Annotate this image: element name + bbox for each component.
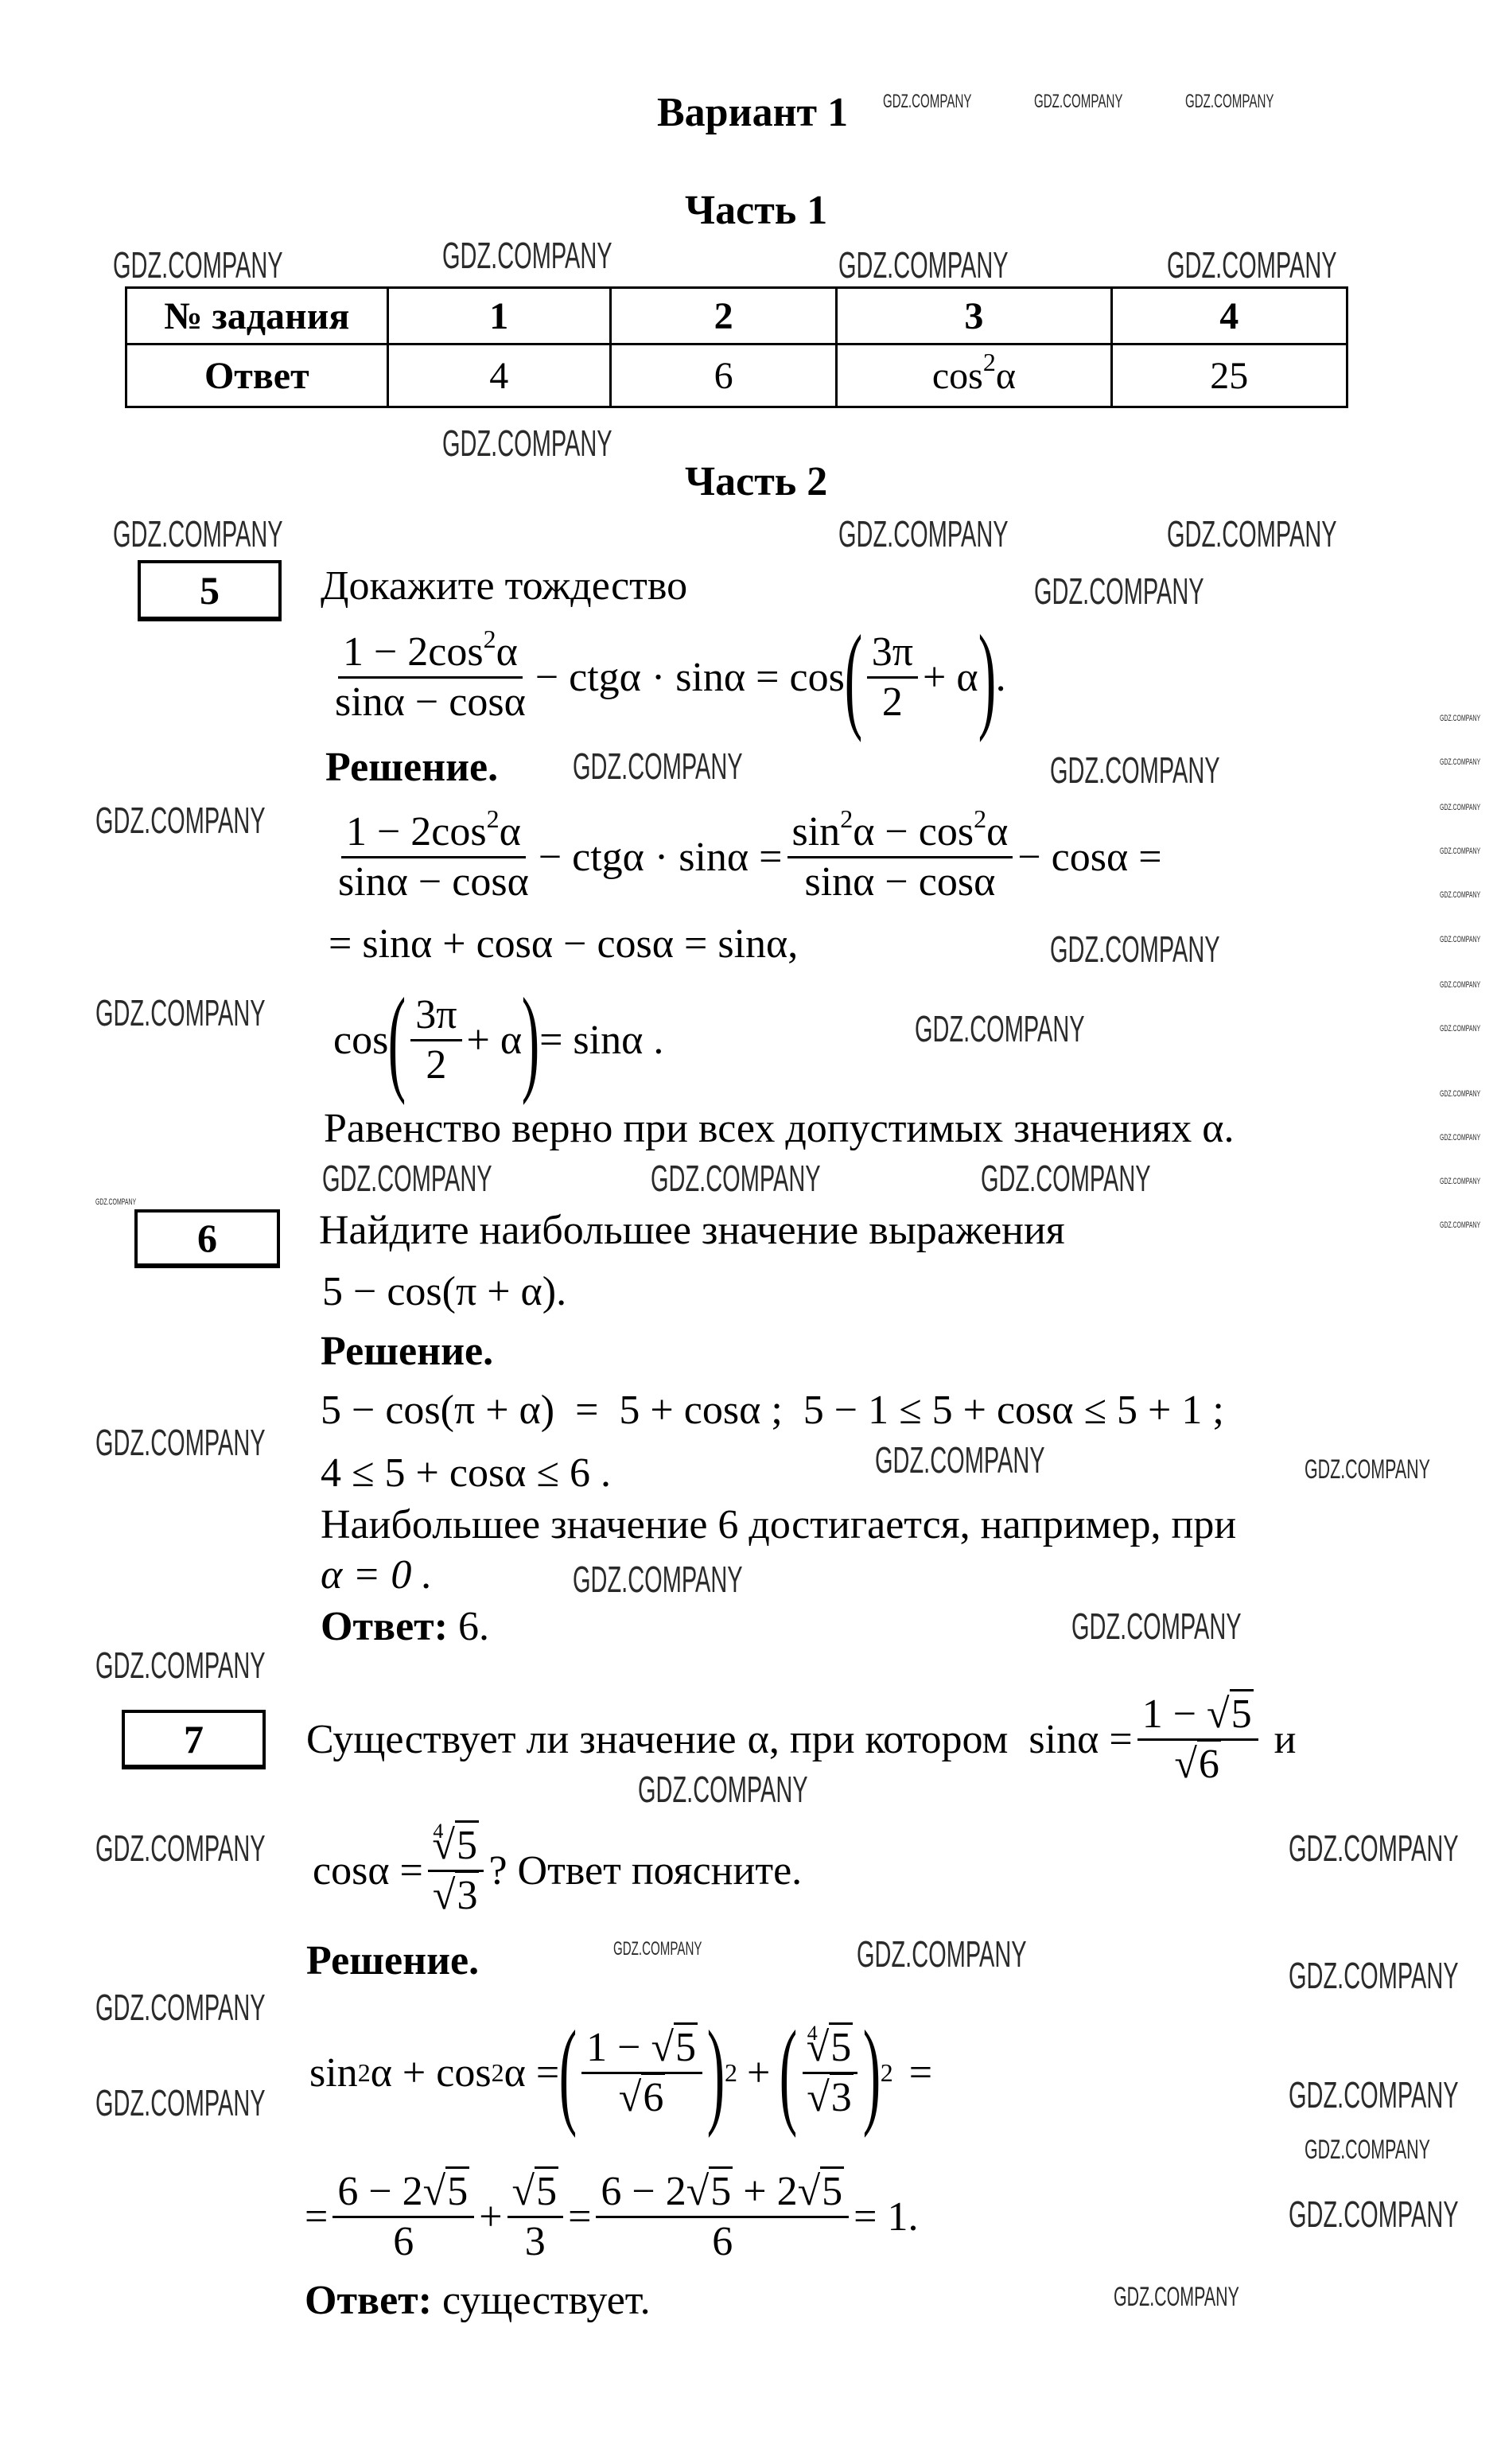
numerator (596, 2168, 849, 2218)
denominator (1169, 1741, 1226, 1789)
solution-formula (305, 2153, 918, 2280)
watermark: GDZ.COMPANY (838, 244, 1009, 286)
math-text: α (986, 808, 1009, 854)
left-paren-icon: ( (780, 2007, 798, 2139)
solution-label: Решение. (325, 745, 499, 790)
radicand: 5 (674, 2022, 698, 2070)
radicand: 3 (830, 2073, 854, 2120)
solution-line: 5 − cos(π + α) = 5 + cosα ; 5 − 1 ≤ 5 + cosα ≤ 5 + 1 ; (321, 1388, 1224, 1433)
conclusion-text: Равенство верно при всех допустимых значениях (324, 1106, 1192, 1151)
solution-line: 4 ≤ 5 + cosα ≤ 6 . (321, 1450, 611, 1496)
denominator: sinα − cosα (338, 858, 529, 905)
math-text: cosα = (313, 1847, 423, 1894)
watermark: GDZ.COMPANY (1071, 1606, 1242, 1647)
denominator (428, 1872, 484, 1920)
math-text: 6 − 2 (601, 2168, 686, 2214)
part-1-heading: Часть 1 (685, 188, 828, 233)
denominator (614, 2074, 671, 2122)
watermark: GDZ.COMPANY (1440, 1024, 1481, 1033)
denominator: 2 (426, 1041, 447, 1088)
answer-value: существует. (432, 2278, 651, 2323)
math-text: + α (923, 654, 978, 700)
task-number-box: 7 (122, 1710, 266, 1769)
sqrt (1174, 1741, 1221, 1789)
numerator: 3π (867, 629, 918, 679)
fraction (410, 991, 461, 1089)
answers-table (125, 286, 1348, 408)
task-prompt: Найдите наибольшее значение выражения (319, 1208, 1065, 1253)
prompt-text: и (1274, 1716, 1297, 1762)
table-row (126, 344, 1347, 407)
watermark: GDZ.COMPANY (322, 1158, 492, 1199)
exponent: 2 (486, 804, 500, 833)
sqrt (423, 2168, 470, 2216)
watermark: GDZ.COMPANY (1185, 91, 1274, 112)
sqrt (807, 2074, 854, 2122)
watermark: GDZ.COMPANY (1167, 244, 1337, 286)
radicand: 5 (829, 2022, 853, 2070)
watermark: GDZ.COMPANY (875, 1439, 1045, 1481)
conclusion (324, 1105, 1235, 1153)
watermark: GDZ.COMPANY (857, 1933, 1027, 1975)
answer-value: 6. (448, 1604, 490, 1649)
task-expression: 5 − cos(π + α). (322, 1269, 567, 1314)
radicand: 5 (455, 1820, 479, 1868)
math-text: 1 − 2cos (345, 808, 487, 854)
watermark: GDZ.COMPANY (1440, 757, 1481, 767)
fraction (332, 2168, 474, 2266)
watermark: GDZ.COMPANY (638, 1769, 808, 1810)
solution-line: Наибольшее значение 6 достигается, например, при (321, 1502, 1237, 1547)
watermark: GDZ.COMPANY (95, 1987, 266, 2028)
task-number-cell: 2 (610, 288, 836, 344)
math-text: = sinα . (539, 1017, 664, 1063)
watermark: GDZ.COMPANY (573, 745, 743, 787)
solution-line: α = 0 . (321, 1552, 433, 1598)
watermark: GDZ.COMPANY (442, 422, 612, 464)
left-paren-icon: ( (558, 2007, 577, 2139)
fraction (333, 804, 534, 906)
fraction (596, 2168, 849, 2266)
watermark: GDZ.COMPANY (1440, 714, 1481, 723)
fraction (581, 2024, 702, 2122)
task-prompt: Докажите тождество (321, 563, 688, 609)
answer-part: α (995, 354, 1016, 397)
math-text: . (1223, 1106, 1235, 1151)
watermark: GDZ.COMPANY (1050, 749, 1220, 791)
math-text: − ctgα · sinα = (538, 834, 783, 880)
watermark: GDZ.COMPANY (573, 1559, 743, 1600)
fraction (330, 624, 531, 726)
sqrt (1207, 1691, 1254, 1738)
radicand: 6 (1197, 1739, 1221, 1787)
solution-line: = sinα + cosα − cosα = sinα, (329, 921, 799, 967)
solution-label: Решение. (321, 1329, 494, 1374)
part-2-heading: Часть 2 (685, 459, 828, 504)
prompt-text: , при котором sinα = (768, 1716, 1133, 1762)
math-text: α − cos (853, 808, 974, 854)
fraction (802, 2021, 858, 2122)
watermark: GDZ.COMPANY (1034, 91, 1123, 112)
watermark: GDZ.COMPANY (1050, 928, 1220, 970)
radicand: 6 (641, 2073, 665, 2120)
math-text: cos (333, 1017, 389, 1063)
watermark: GDZ.COMPANY (838, 513, 1009, 555)
exponent: 2 (974, 804, 987, 833)
math-text: α (747, 1716, 769, 1762)
watermark: GDZ.COMPANY (613, 1938, 702, 1960)
fraction (428, 1819, 484, 1920)
root-index: 4 (433, 1819, 444, 1843)
watermark: GDZ.COMPANY (1440, 1133, 1481, 1142)
denominator: 2 (881, 679, 903, 725)
fraction (867, 629, 918, 726)
math-text: + α (466, 1017, 523, 1063)
watermark: GDZ.COMPANY (95, 2082, 266, 2123)
task-number-cell: 3 (837, 288, 1111, 344)
math-text: + 2 (733, 2168, 798, 2214)
math-text: − ctgα · sinα = cos (535, 654, 845, 700)
math-text: = (568, 2193, 592, 2240)
watermark: GDZ.COMPANY (1289, 2193, 1459, 2235)
radicand: 5 (709, 2166, 733, 2214)
math-text: α (499, 808, 521, 854)
denominator: 6 (712, 2218, 733, 2264)
left-paren-icon: ( (844, 611, 863, 743)
watermark: GDZ.COMPANY (1167, 513, 1337, 555)
math-text: + (746, 2049, 771, 2096)
math-text: α (496, 629, 518, 675)
task-number-cell: 4 (1111, 288, 1347, 344)
fraction (787, 804, 1013, 906)
radicand: 3 (455, 1870, 479, 1918)
sqrt (512, 2168, 559, 2216)
numerator (803, 2021, 858, 2074)
watermark: GDZ.COMPANY (1440, 1089, 1481, 1099)
math-text: 6 − 2 (337, 2168, 423, 2214)
denominator: sinα − cosα (335, 679, 526, 725)
math-text: 1 − (1141, 1691, 1207, 1737)
math-text: sin (791, 808, 841, 854)
exponent: 2 (483, 624, 496, 653)
task-prompt-cont (313, 1807, 802, 1934)
watermark: GDZ.COMPANY (95, 1828, 266, 1869)
math-text: + (479, 2193, 503, 2240)
watermark: GDZ.COMPANY (1440, 803, 1481, 812)
prompt-text: ? Ответ поясните. (488, 1847, 803, 1894)
watermark: GDZ.COMPANY (651, 1158, 821, 1199)
identity-formula (325, 613, 1006, 741)
math-text: = (305, 2193, 329, 2240)
root (807, 2021, 854, 2072)
root (432, 1819, 479, 1870)
sqrt (798, 2168, 845, 2216)
watermark: GDZ.COMPANY (95, 1422, 266, 1463)
answer-cell: 25 (1111, 344, 1347, 407)
watermark: GDZ.COMPANY (1440, 1220, 1481, 1230)
watermark: GDZ.COMPANY (95, 992, 266, 1033)
watermark: GDZ.COMPANY (883, 91, 972, 112)
sqrt (686, 2168, 733, 2216)
numerator (1137, 1691, 1258, 1741)
right-paren-icon: ) (978, 611, 996, 743)
answer-exponent: 2 (982, 347, 996, 376)
math-text: 1 − (586, 2024, 651, 2070)
solution-formula: sin 2 α + cos 2 α = ( 1 − √ 5 √ 6 ) 2 + ( $^4$√ 5 √ 3 ) 2 = (309, 2009, 932, 2136)
right-paren-icon: ) (706, 2007, 725, 2139)
left-paren-icon: ( (388, 974, 406, 1106)
watermark: GDZ.COMPANY (1034, 570, 1204, 612)
watermark: GDZ.COMPANY (1305, 2135, 1430, 2165)
sqrt (619, 2074, 666, 2122)
task-number-cell: 1 (387, 288, 610, 344)
numerator: 3π (410, 991, 461, 1041)
watermark: GDZ.COMPANY (1440, 935, 1481, 944)
math-text: = 1. (854, 2193, 919, 2240)
watermark: GDZ.COMPANY (95, 800, 266, 841)
task-number-box: 5 (138, 560, 282, 621)
fraction (507, 2168, 564, 2266)
task-number-box: 6 (134, 1209, 280, 1268)
watermark: GDZ.COMPANY (1440, 1177, 1481, 1186)
denominator: 6 (393, 2218, 414, 2264)
denominator: 3 (524, 2218, 546, 2264)
math-text: α = (504, 2049, 560, 2096)
watermark: GDZ.COMPANY (1440, 847, 1481, 856)
watermark: GDZ.COMPANY (1114, 2282, 1239, 2312)
numerator (428, 1819, 484, 1872)
math-text: α (1202, 1106, 1224, 1151)
math-text: − cosα = (1017, 834, 1162, 880)
watermark: GDZ.COMPANY (981, 1158, 1151, 1199)
table-header-cell: Ответ (126, 344, 388, 407)
numerator (332, 2168, 474, 2218)
exponent: 2 (840, 804, 854, 833)
watermark: GDZ.COMPANY (442, 235, 612, 276)
answer-line (321, 1603, 489, 1651)
answer-cell (837, 344, 1111, 407)
denominator (802, 2074, 858, 2122)
numerator (338, 624, 523, 679)
watermark: GDZ.COMPANY (95, 1645, 266, 1686)
answer-part: cos (931, 354, 983, 397)
radicand: 5 (1230, 1689, 1254, 1737)
solution-formula (329, 793, 1162, 921)
fraction (1137, 1691, 1258, 1789)
math-text: α + cos (370, 2049, 492, 2096)
watermark: GDZ.COMPANY (1289, 1955, 1459, 1996)
denominator: sinα − cosα (804, 858, 996, 905)
radicand: 5 (820, 2166, 844, 2214)
watermark: GDZ.COMPANY (915, 1008, 1085, 1049)
radicand: 5 (445, 2166, 469, 2214)
answer-cell: 4 (387, 344, 610, 407)
numerator (787, 804, 1013, 858)
prompt-text: Существует ли значение (306, 1716, 737, 1762)
watermark: GDZ.COMPANY (95, 1197, 137, 1207)
solution-formula (333, 976, 663, 1104)
numerator (507, 2168, 564, 2218)
right-paren-icon: ) (862, 2007, 881, 2139)
math-text: . (995, 654, 1006, 700)
table-header-cell: № задания (126, 288, 388, 344)
math-text: 1 − 2cos (342, 629, 484, 675)
variant-title: Вариант 1 (657, 90, 849, 135)
watermark: GDZ.COMPANY (1440, 890, 1481, 900)
answer-cell: 6 (610, 344, 836, 407)
answer-label: Ответ: (305, 2278, 433, 2323)
table-row (126, 288, 1347, 344)
sqrt (651, 2024, 698, 2072)
right-paren-icon: ) (521, 974, 540, 1106)
numerator (341, 804, 526, 858)
sqrt (433, 1872, 480, 1920)
solution-label: Решение. (306, 1938, 480, 1983)
answer-line (305, 2277, 651, 2325)
watermark: GDZ.COMPANY (1440, 980, 1481, 990)
math-text: sin (309, 2049, 358, 2096)
watermark: GDZ.COMPANY (1289, 1828, 1459, 1869)
watermark: GDZ.COMPANY (113, 513, 283, 555)
watermark: GDZ.COMPANY (113, 244, 283, 286)
watermark: GDZ.COMPANY (1289, 2074, 1459, 2116)
math-text: = (908, 2049, 933, 2096)
watermark: GDZ.COMPANY (1305, 1454, 1430, 1485)
answer-label: Ответ: (321, 1604, 449, 1649)
radicand: 5 (535, 2166, 558, 2214)
numerator (581, 2024, 702, 2074)
root-index: 4 (807, 2021, 818, 2045)
